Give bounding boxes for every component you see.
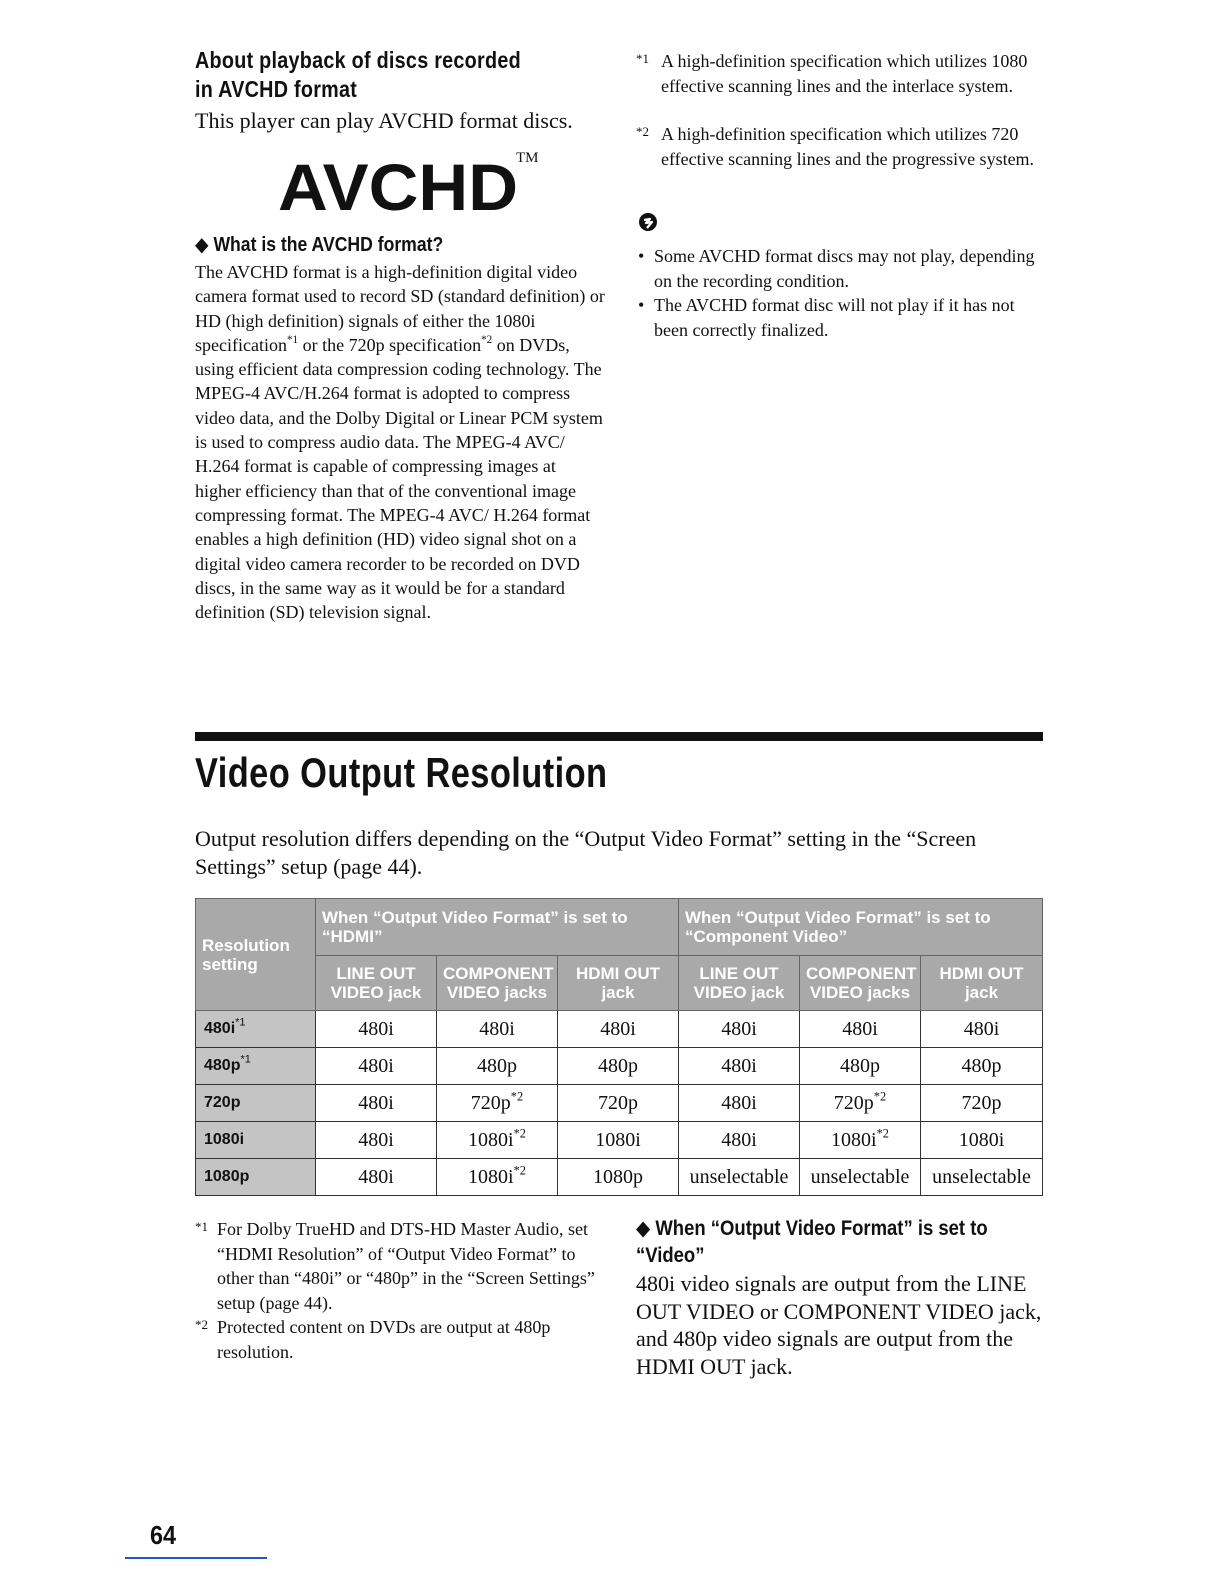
table-cell: 1080i [558, 1122, 679, 1159]
component-header: COMPONENT VIDEO jacks [800, 956, 921, 1011]
footnote-mark: *1 [195, 1219, 208, 1234]
hdmi-group-header: When “Output Video Format” is set to “HDMI” [316, 899, 679, 956]
footnote-mark: *2 [636, 124, 649, 139]
hdmi-out-header: HDMI OUT jack [921, 956, 1043, 1011]
note-item [636, 293, 1046, 342]
table-cell: 480i [316, 1122, 437, 1159]
line-out-header: LINE OUT VIDEO jack [316, 956, 437, 1011]
table-subheader-row [196, 956, 1043, 1011]
line-out-header: LINE OUT VIDEO jack [679, 956, 800, 1011]
table-cell: 480p [437, 1048, 558, 1085]
avchd-logo [278, 148, 548, 218]
bullet-icon: • [638, 246, 645, 266]
table-cell: 720p [921, 1085, 1043, 1122]
table-cell: unselectable [679, 1159, 800, 1196]
resolution-table [195, 898, 1043, 1196]
avchd-logo-tm: TM [516, 150, 539, 166]
note-text: Some AVCHD format discs may not play, depending on the recording condition. [654, 246, 1035, 291]
table-row [196, 1011, 1043, 1048]
table-cell: 480i [800, 1011, 921, 1048]
table-cell: 480i [316, 1011, 437, 1048]
video-format-heading [636, 1215, 1006, 1269]
page-number-underline [125, 1557, 267, 1559]
body-sup-1: *1 [286, 334, 299, 347]
table-cell: 480i [679, 1085, 800, 1122]
section-title: Video Output Resolution [195, 749, 608, 796]
table-row [196, 1085, 1043, 1122]
row-header: $480i^{*1}$ [196, 1011, 316, 1048]
table-cell: 480i [316, 1085, 437, 1122]
table-cell: 480i [921, 1011, 1043, 1048]
component-header: COMPONENT VIDEO jacks [437, 956, 558, 1011]
row-header: 1080i [196, 1122, 316, 1159]
section-rule [195, 732, 1043, 741]
footnote-mark: *2 [195, 1317, 208, 1332]
table-cell: 480p [921, 1048, 1043, 1085]
row-header: $480p^{*1}$ [196, 1048, 316, 1085]
table-cell: unselectable [800, 1159, 921, 1196]
table-cell: 480i [679, 1122, 800, 1159]
table-cell: 480i [558, 1011, 679, 1048]
resolution-setting-header: Resolution setting [196, 899, 316, 1011]
table-cell: 1080i [921, 1122, 1043, 1159]
table-header-row [196, 899, 1043, 956]
table-cell: $1080i^{*2}$ [800, 1122, 921, 1159]
footnote-text: A high-definition specification which utilizes 1080 effective scanning lines and the interlace system. [661, 51, 1028, 96]
note-text: The AVCHD format disc will not play if it has not been correctly finalized. [654, 295, 1015, 340]
avchd-lead: This player can play AVCHD format discs. [195, 108, 573, 133]
what-is-avchd-body [195, 260, 605, 624]
table-cell: $1080i^{*2}$ [437, 1159, 558, 1196]
note-icon [636, 210, 660, 234]
table-cell: 480i [316, 1159, 437, 1196]
table-cell: 480i [437, 1011, 558, 1048]
row-header: 1080p [196, 1159, 316, 1196]
body-part-2: or the 720p specification [298, 334, 482, 355]
bottom-footnote [195, 1217, 615, 1315]
table-cell: $720p^{*2}$ [800, 1085, 921, 1122]
body-sup-2: *2 [481, 334, 493, 347]
diamond-bullet-icon: ◆ [195, 234, 209, 256]
table-cell: 480i [316, 1048, 437, 1085]
table-cell: $1080i^{*2}$ [437, 1122, 558, 1159]
table-cell: unselectable [921, 1159, 1043, 1196]
what-is-avchd-label: What is the AVCHD format? [213, 234, 444, 256]
table-cell: $720p^{*2}$ [437, 1085, 558, 1122]
table-cell: 480i [679, 1011, 800, 1048]
table-cell: 480i [679, 1048, 800, 1085]
footnote-text: Protected content on DVDs are output at 480p resolution. [217, 1317, 551, 1362]
table-cell: 720p [558, 1085, 679, 1122]
table-row [196, 1122, 1043, 1159]
what-is-avchd-heading [195, 232, 573, 258]
body-part-1: The AVCHD format is a high-definition digital video camera format used to record SD (standard definition) or HD (high definition) signals of either the 1080i specification [195, 262, 605, 355]
avchd-heading: About playback of discs recorded in AVCHD format [195, 47, 521, 102]
footnote-text: For Dolby TrueHD and DTS-HD Master Audio, set “HDMI Resolution” of “Output Video Format” to other than “480i” or “480p” in the “Screen Settings” setup (page 44). [217, 1219, 595, 1313]
hdmi-out-header: HDMI OUT jack [558, 956, 679, 1011]
table-row [196, 1159, 1043, 1196]
diamond-bullet-icon: ◆ [636, 1217, 651, 1240]
top-footnote [636, 122, 1046, 171]
footnote-mark: *1 [636, 51, 649, 66]
page-number: 64 [150, 1520, 177, 1550]
row-header: 720p [196, 1085, 316, 1122]
section-lead: Output resolution differs depending on the “Output Video Format” setting in the “Screen Settings” setup (page 44). [195, 826, 977, 879]
bottom-footnote [195, 1315, 615, 1364]
top-footnote [636, 49, 1046, 98]
avchd-logo-text: AVCHD [278, 150, 518, 218]
bullet-icon: • [638, 295, 645, 315]
component-group-header: When “Output Video Format” is set to “Component Video” [679, 899, 1043, 956]
note-item [636, 244, 1046, 293]
table-cell: 480p [558, 1048, 679, 1085]
video-format-label: When “Output Video Format” is set to “Video” [636, 1217, 988, 1267]
table-row [196, 1048, 1043, 1085]
footnote-text: A high-definition specification which utilizes 720 effective scanning lines and the progressive system. [661, 124, 1035, 169]
body-part-3: on DVDs, using efficient data compression coding technology. The MPEG-4 AVC/H.264 format is adopted to compress video data, and the Dolby Digital or Linear PCM system is used to compress audio data. The MPEG-4 AVC/ H.264 format is capable of compressing images at higher efficiency than that of the conventional image compressing format. The MPEG-4 AVC/ H.264 format enables a high definition (HD) video signal shot on a digital video camera recorder to be recorded on DVD discs, in the same way as it would be for a standard definition (SD) television signal. [195, 334, 603, 623]
video-format-body: 480i video signals are output from the LINE OUT VIDEO or COMPONENT VIDEO jack, and 480p video signals are output from the HDMI OUT jack. [636, 1271, 1042, 1379]
table-cell: 1080p [558, 1159, 679, 1196]
table-cell: 480p [800, 1048, 921, 1085]
